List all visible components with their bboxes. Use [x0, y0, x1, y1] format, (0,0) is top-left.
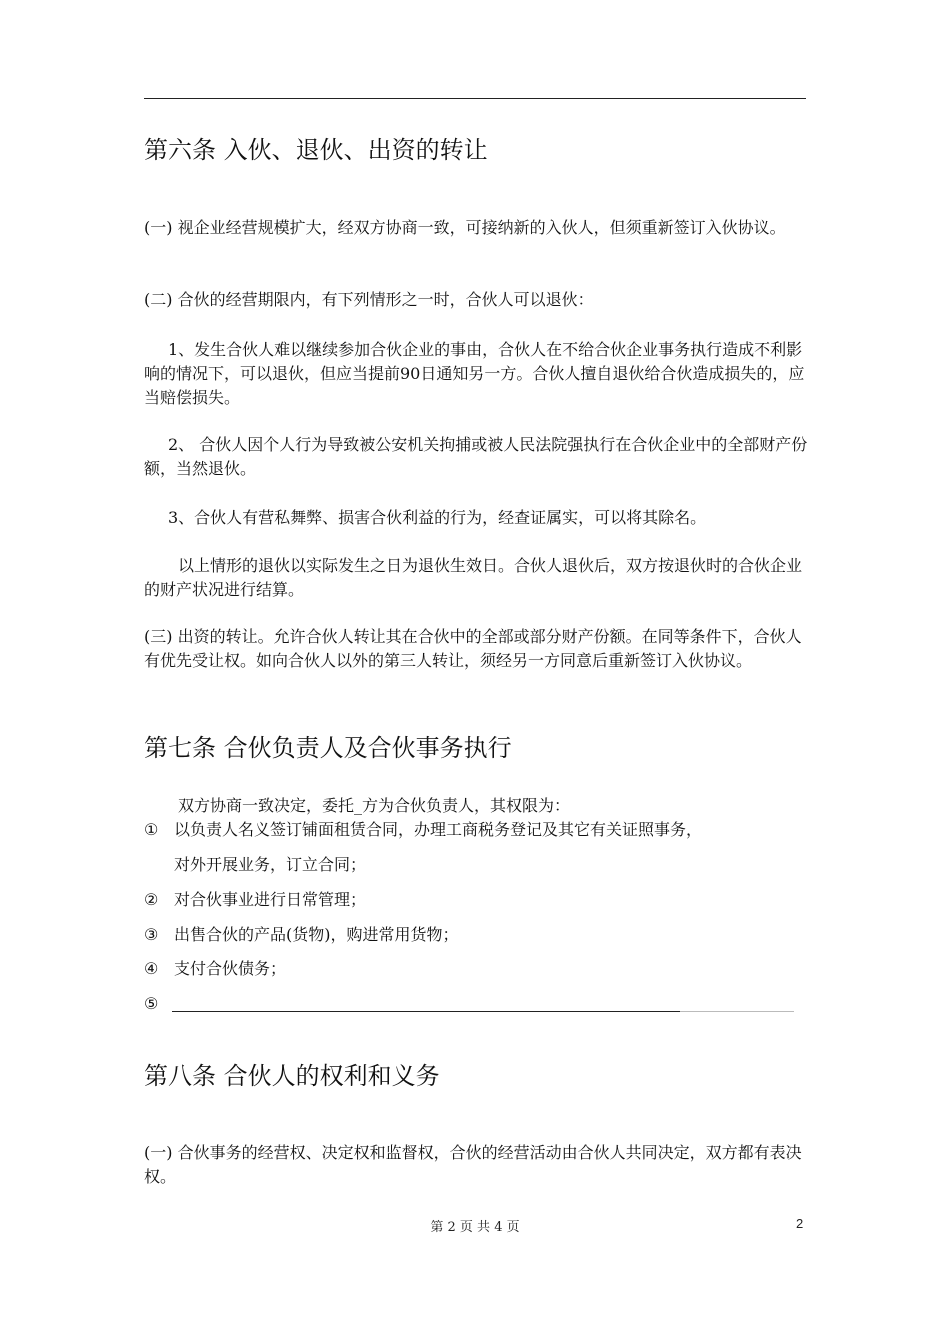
list-item-text: 支付合伙债务；: [174, 959, 287, 978]
section-6-clause-2: 2、 合伙人因个人行为导致被公安机关拘捕或被人民法院强执行在合伙企业中的全部财产份额，当然退伙。: [144, 435, 808, 478]
section-7-title: 第七条 合伙负责人及合伙事务执行: [144, 734, 512, 762]
section-7-intro: 双方协商一致决定，委托_方为合伙负责人，其权限为：: [178, 796, 571, 815]
section-6-paragraph-3: (三) 出资的转让。允许合伙人转让其在合伙中的全部或部分财产份额。在同等条件下，合伙人有优先受让权。如向合伙人以外的第三人转让，须经另一方同意后重新签订入伙协议。: [144, 627, 802, 670]
fill-in-blank-line: [172, 1011, 680, 1012]
page-number: 2: [796, 1216, 804, 1231]
section-6-paragraph-1: (一) 视企业经营规模扩大，经双方协商一致，可接纳新的入伙人，但须重新签订入伙协议。: [144, 218, 786, 237]
list-item-number: ③: [144, 925, 159, 944]
list-item-continuation: 对外开展业务，订立合同；: [174, 855, 367, 874]
list-item: [144, 992, 174, 1016]
section-6-title: 第六条 入伙、退伙、出资的转让: [144, 136, 488, 164]
list-item: [144, 888, 366, 912]
fill-in-blank-line-faint: [680, 1011, 794, 1012]
section-6-clause-3: 3、合伙人有营私舞弊、损害合伙利益的行为，经查证属实，可以将其除名。: [168, 508, 707, 527]
list-item-number: ①: [144, 820, 159, 839]
section-6-paragraph-2: (二) 合伙的经营期限内，有下列情形之一时，合伙人可以退伙：: [144, 290, 594, 309]
section-6-paragraph-effective: 以上情形的退伙以实际发生之日为退伙生效日。合伙人退伙后，双方按退伙时的合伙企业的财产状况进行结算。: [144, 556, 803, 599]
list-item-number: ④: [144, 959, 159, 978]
list-item-text: 出售合伙的产品(货物)，购进常用货物；: [174, 925, 459, 944]
header-rule: [144, 98, 806, 99]
list-item: [144, 957, 286, 981]
section-8-title: 第八条 合伙人的权利和义务: [144, 1062, 440, 1090]
section-8-paragraph-1: (一) 合伙事务的经营权、决定权和监督权，合伙的经营活动由合伙人共同决定，双方都有表决权。: [144, 1143, 802, 1186]
list-item-text: 对合伙事业进行日常管理；: [174, 890, 367, 909]
list-item-number: ②: [144, 890, 159, 909]
list-item-number: ⑤: [144, 994, 159, 1013]
list-item: [144, 923, 459, 947]
list-item-text: 以负责人名义签订铺面租赁合同，办理工商税务登记及其它有关证照事务，: [174, 820, 703, 839]
list-item: [144, 818, 702, 842]
section-6-clause-1: 1、发生合伙人难以继续参加合伙企业的事由，合伙人在不给合伙企业事务执行造成不利影响的情况下，可以退伙，但应当提前90日通知另一方。合伙人擅自退伙给合伙造成损失的，应当赔偿损失。: [144, 340, 805, 407]
page-footer: 第 2 页 共 4 页: [430, 1220, 520, 1235]
